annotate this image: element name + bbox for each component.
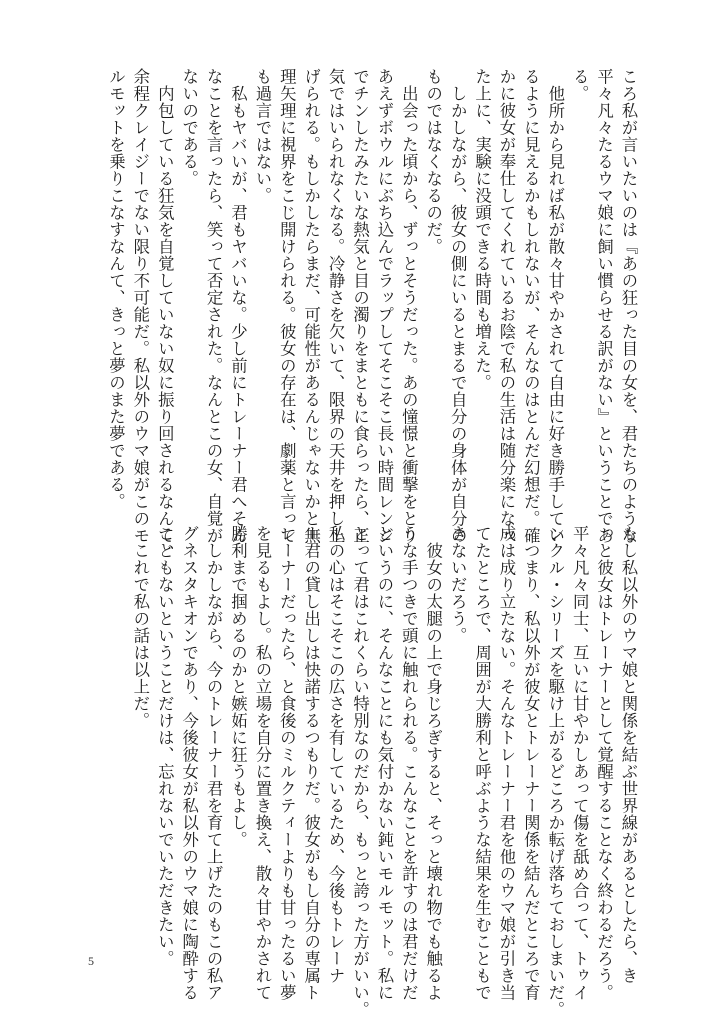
text-line: 気ではいられなくなる。冷静さを欠いて、限界の天井を押し上 <box>326 68 346 544</box>
text-line: しかしながら、今のトレーナー君を育て上げたのもこの私ア <box>204 525 224 1001</box>
text-line: レーナーだったら、と食後のミルクティーよりも甘ったるい夢 <box>277 525 297 1001</box>
text-line: 内包している狂気を自覚していない奴に振り回されるなんて、 <box>155 68 175 561</box>
text-line: こともないということだけは、忘れないでいただきたい。 <box>155 525 175 967</box>
text-line: ンクル・シリーズを駆け上がるどころか転げ落ちておしまいだ。 <box>545 525 565 1018</box>
text-line: うな手つきで頭に触れられる。こんなことを許すのは君だけだ <box>399 525 419 1001</box>
text-line: っと彼女はトレーナーとして覚醒することなく終わるだろう。 <box>594 525 614 1001</box>
text-line: を見るもよし。私の立場を自分に置き換え、散々甘やかされて <box>252 525 272 1001</box>
text-line: つまり、私以外が彼女とトレーナー関係を結んだところで育 <box>521 525 541 1001</box>
text-line: 私の心はそこそこの広さを有しているため、今後もトレーナ <box>326 525 346 984</box>
text-line: 理矢理に視界をこじ開けられる。彼女の存在は、劇薬と言って <box>277 68 297 544</box>
text-line: ー君の貸し出しは快諾するつもりだ。彼女がもし自分の専属ト <box>301 525 321 1001</box>
text-line: あえずボウルにぶち込んでラップしてそこそこ長い時間レンジ <box>374 68 394 544</box>
page-number: 5 <box>88 954 94 968</box>
text-line: ころ私が言いたいのは『あの狂った目の女を、君たちのような <box>619 68 638 544</box>
text-line: 出会った頃から、ずっとそうだった。あの憧憬と衝撃をとり <box>399 68 419 544</box>
text-line: る。 <box>570 68 590 102</box>
text-line: かに彼女が奉仕してくれているお陰で私の生活は随分楽になっ <box>496 68 516 544</box>
text-line: ルモットを乗りこなすなんて、きっと夢のまた夢である。 <box>106 68 126 510</box>
text-line: も過言ではない。 <box>252 68 272 204</box>
text-line: きないだろう。 <box>448 525 468 644</box>
text-line: これで私の話は以上だ。 <box>130 525 150 729</box>
upper-text-block <box>103 68 640 561</box>
text-line: 平々凡々同士、互いに甘やかしあって傷を舐め合って、トゥイ <box>570 525 590 1001</box>
text-line: なことを言ったら、笑って否定された。なんとこの女、自覚が <box>204 68 224 544</box>
text-line: 彼女の太腿の上で身じろぎすると、そっと壊れ物でも触るよ <box>423 525 443 1001</box>
text-line: もし私以外のウマ娘と関係を結ぶ世界線があるとしたら、き <box>619 525 638 984</box>
text-line: 他所から見れば私が散々甘やかされて自由に好き勝手してい <box>545 68 565 544</box>
text-line: 私もヤバいが、君もヤバいな。少し前にトレーナー君へそん <box>228 68 248 544</box>
text-line: グネスタキオンであり、今後彼女が私以外のウマ娘に陶酔する <box>179 525 199 1001</box>
text-line: しかしながら、彼女の側にいるとまるで自分の身体が自分の <box>448 68 468 544</box>
text-line: ものではなくなるのだ。 <box>423 68 443 255</box>
text-line: 成は成り立たない。そんなトレーナー君を他のウマ娘が引き当 <box>496 525 516 1001</box>
text-line: 余程クレイジーでない限り不可能だ。私以外のウマ娘がこのモ <box>130 68 150 544</box>
text-line: ないのである。 <box>179 68 199 187</box>
text-line: というのに、そんなことにも気付かない鈍いモルモット。私に <box>374 525 394 1001</box>
text-line: とって君はこれくらい特別なのだから、もっと誇った方がいい。 <box>350 525 370 1018</box>
text-line: た上に、実験に没頭できる時間も増えた。 <box>472 68 492 391</box>
text-line: るように見えるかもしれないが、そんなのはとんだ幻想だ。確 <box>521 68 541 544</box>
text-line: 勝利まで掴めるのかと嫉妬に狂うもよし。 <box>228 525 248 848</box>
text-line: げられる。もしかしたらまだ、可能性があるんじゃないかと無 <box>301 68 321 544</box>
lower-text-block <box>127 525 640 1018</box>
text-line: てたところで、周囲が大勝利と呼ぶような結果を生むこともで <box>472 525 492 1001</box>
text-line: 平々凡々たるウマ娘に飼い慣らせる訳がない』ということであ <box>594 68 614 544</box>
text-line: でチンしたみたいな熱気と目の濁りをまともに食らったら、正 <box>350 68 370 544</box>
